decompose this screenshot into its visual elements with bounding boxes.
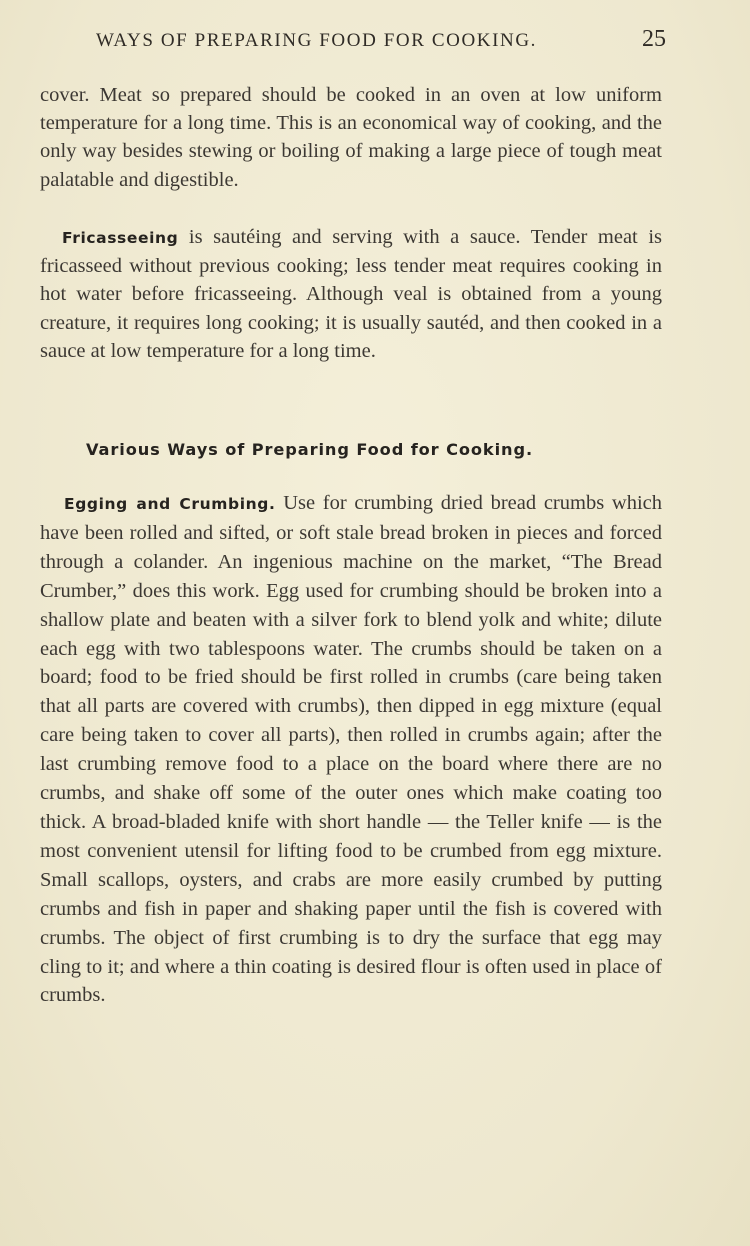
paragraph-text: Use for crumbing dried bread crumbs which have been rolled and sifted, or soft stale bread broken in pieces and forced through a colander. An ingenious machine on the market, “The Bread Crumber,” does this work. Egg used for crumbing should be broken into a shallow plate and beaten with a silver fork to blend yolk and white; dilute each egg with two tablespoons water. The crumbs should be taken on a board; food to be fried should be first rolled in crumbs (care being taken that all parts are covered with crumbs), then dipped in egg mixture (equal care being taken to cover all parts), then rolled in crumbs again; after the last crumbing remove food to a place on the board where there are no crumbs, and shake off some of the outer ones which make coating too thick. A broad-bladed knife with short handle — the Teller knife — is the most convenient utensil for lifting food to be crumbed from egg mixture. Small scallops, oysters, and crabs are more easily crumbed by putting crumbs and fish in paper and shaking paper until the fish is covered with crumbs. The object of first crumbing is to dry the surface that egg may cling to it; and where a thin coating is desired flour is often used in place of crumbs.	[40, 492, 663, 1007]
section-heading: Various Ways of Preparing Food for Cooking.	[86, 440, 533, 459]
paragraph-text: cover. Meat so prepared should be cooked in an oven at low uniform temperature for a long time. This is an economical way of cooking, and the only way besides stewing or boiling of making a large piece of tough meat palatable and digestible.	[40, 84, 662, 191]
page-number: 25	[642, 26, 666, 52]
paragraph-text: is sautéing and serving with a sauce. Tender meat is fricasseed without previous cooking; less tender meat requires cooking in hot water before fricasseeing. Although veal is obtained from a young creature, it requires long cooking; it is usually sautéd, and then cooked in a sauce at low temperature for a long time.	[40, 226, 662, 362]
paragraph-continuation	[40, 81, 662, 194]
run-in-heading: Egging and Crumbing.	[64, 495, 276, 513]
running-head	[96, 26, 666, 56]
paragraph-fricasseeing	[40, 223, 662, 365]
running-title: WAYS OF PREPARING FOOD FOR COOKING.	[96, 30, 538, 51]
paragraph-egging-and-crumbing	[40, 489, 662, 1010]
run-in-heading: Fricasseeing	[62, 229, 179, 247]
